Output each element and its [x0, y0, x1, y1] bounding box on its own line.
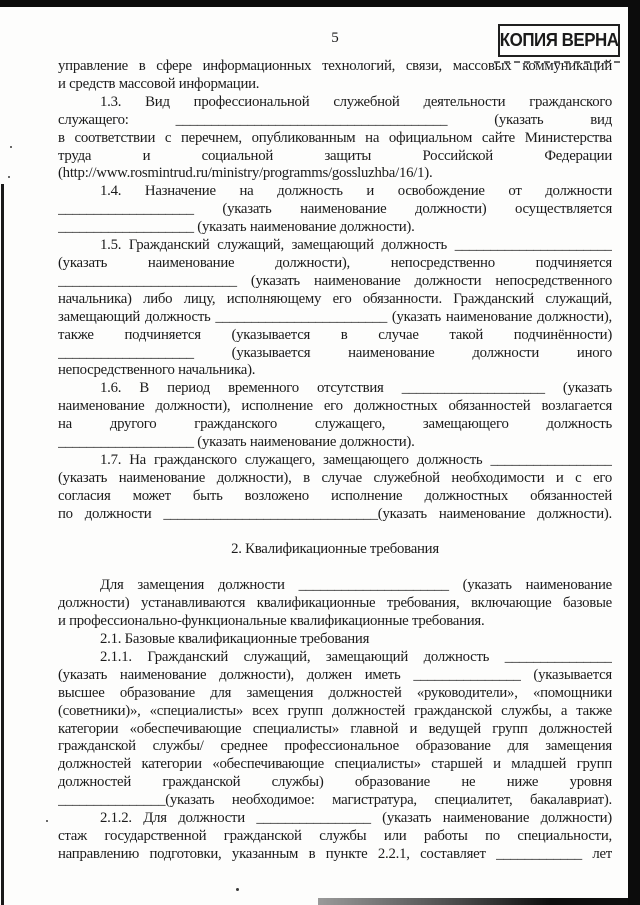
text-line: (указать наименование должности), в случае служебной необходимости и с его	[58, 469, 612, 486]
text-line: ___________________ (указать наименование должности).	[58, 434, 415, 451]
text-line: _______________(указать необходимое: магистратура, специалитет, бакалавриат).	[58, 792, 612, 809]
text-line: 1.6. В период временного отсутствия ____________________ (указать	[100, 380, 612, 397]
text-line: (указать наименование должности), должен иметь _______________ (указывается	[58, 666, 612, 683]
text-line: в соответствии с перечнем, опубликованным на официальном сайте Министерства	[58, 129, 612, 146]
text-line: (указать наименование должности), непосредственно подчиняется	[58, 254, 612, 271]
text-line: стаж государственной гражданской службы или работы по специальности,	[58, 827, 612, 844]
stamp-label: КОПИЯ ВЕРНА	[499, 30, 619, 50]
text-line: _________________________ (указать наименование должности непосредственного	[58, 272, 612, 289]
scan-edge-right	[628, 0, 640, 905]
text-line: должности) устанавливаются квалификационные требования, включающие базовые	[58, 595, 612, 612]
text-line: и профессионально-функциональные квалификационные требования.	[58, 613, 485, 630]
text-line: также подчиняется (указывается в случае такой подчинённости)	[58, 326, 612, 343]
copy-verified-stamp	[498, 24, 620, 57]
text-line: должностей категории «обеспечивающие специалисты» старшей и младшей групп	[58, 756, 612, 773]
text-line: 2.1. Базовые квалификационные требования	[100, 630, 370, 647]
text-line: 1.4. Назначение на должность и освобождение от должности	[100, 183, 612, 200]
text-line: ___________________ (указывается наименование должности иного	[58, 344, 612, 361]
spacer-line	[58, 524, 612, 542]
text-line: труда и социальной защиты Российской Федерации	[58, 147, 612, 164]
text-line: служащего: ______________________________________ (указать вид	[58, 111, 612, 128]
scan-edge-top	[0, 0, 640, 7]
scan-speck	[8, 176, 10, 178]
text-line: категории «обеспечивающие специалисты» главной и ведущей групп должностей	[58, 720, 612, 737]
text-line: Для замещения должности _____________________ (указать наименование	[100, 577, 612, 594]
text-line: 2.1.2. Для должности ________________ (указать наименование должности)	[100, 810, 612, 827]
text-line: согласия может быть возложено исполнение должностных обязанностей	[58, 487, 612, 504]
text-line: ___________________ (указать наименование должности).	[58, 219, 415, 236]
scan-edge-left	[1, 184, 4, 905]
text-line: (http://www.rosmintrud.ru/ministry/programms/gossluzhba/16/1).	[58, 165, 433, 182]
scan-edge-bottom	[318, 898, 628, 905]
scan-speck	[10, 146, 12, 148]
text-line: 2.1.1. Гражданский служащий, замещающий должность _______________	[100, 648, 612, 665]
text-line: начальника) либо лицу, исполняющему его обязанности. Гражданский служащий,	[58, 290, 612, 307]
section-heading: 2. Квалификационные требования	[231, 541, 439, 558]
text-line: по должности ______________________________(указать наименование должности).	[58, 505, 612, 522]
text-line: направлению подготовки, указанным в пункте 2.2.1, составляет ____________ лет	[58, 845, 612, 862]
scan-speck	[236, 888, 239, 891]
text-line: должностей гражданской службы) образование не ниже уровня	[58, 774, 612, 791]
text-line: наименование должности), исполнение его должностных обязанностей возлагается	[58, 398, 612, 415]
spacer-line	[58, 559, 612, 577]
text-line: непосредственного начальника).	[58, 362, 256, 379]
text-line: 1.7. На гражданского служащего, замещающего должность _________________	[100, 451, 612, 468]
text-line: высшее образование для замещения должностей «руководители», «помощники	[58, 684, 612, 701]
text-line: (советники)», «специалисты» всех групп должностей гражданской службы, а также	[58, 702, 612, 719]
text-line: 1.3. Вид профессиональной служебной деятельности гражданского	[100, 93, 612, 110]
text-line: гражданской службы/ среднее профессиональное образование для замещения	[58, 738, 612, 755]
text-line: замещающий должность ________________________ (указать наименование должности),	[58, 308, 612, 325]
scan-speck	[46, 820, 48, 822]
text-line: на другого гражданского служащего, замещающего должность	[58, 416, 612, 433]
text-line: управление в сфере информационных технологий, связи, массовых коммуникаций	[58, 58, 612, 74]
text-line: ___________________ (указать наименование должности) осуществляется	[58, 201, 612, 218]
page-number: 5	[331, 30, 339, 46]
text-line: и средств массовой информации.	[58, 75, 260, 92]
document-body	[58, 58, 612, 864]
text-line: 1.5. Гражданский служащий, замещающий должность ______________________	[100, 237, 612, 254]
